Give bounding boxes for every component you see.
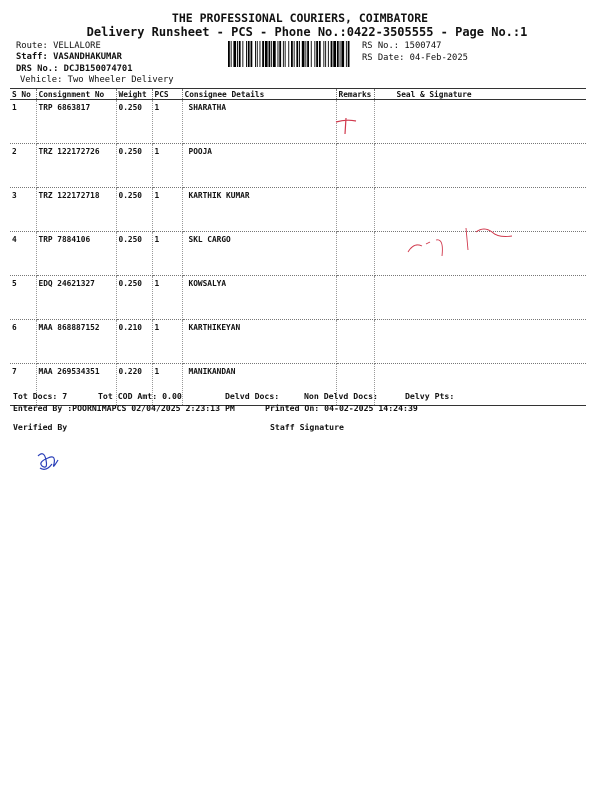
barcode-bar	[233, 41, 236, 67]
barcode-bar	[302, 41, 305, 67]
non-delivered-docs: Non Delvd Docs:	[304, 391, 378, 401]
cell-consignee: KOWSALYA	[182, 276, 336, 320]
cell-seal	[374, 320, 586, 364]
cell-seal	[374, 144, 586, 188]
cell-consignment: TRZ 122172726	[36, 144, 116, 188]
total-docs: Tot Docs: 7	[13, 391, 68, 401]
cell-consignee: SHARATHA	[182, 100, 336, 144]
cell-weight: 0.250	[116, 232, 152, 276]
barcode-bar	[283, 41, 284, 67]
cell-sno: 3	[10, 188, 36, 232]
barcode-bar	[288, 41, 289, 67]
table-row	[10, 100, 586, 144]
barcode-bar	[337, 41, 339, 67]
barcode-bar	[323, 41, 324, 67]
remark-tick-mark	[330, 112, 370, 138]
vehicle-label: Vehicle: Two Wheeler Delivery	[20, 75, 174, 85]
col-header-consignee: Consignee Details	[182, 89, 336, 100]
barcode-bar	[246, 41, 247, 67]
cell-weight: 0.250	[116, 188, 152, 232]
barcode-bar	[341, 41, 344, 67]
barcode-bar	[305, 41, 306, 67]
cell-consignment: TRZ 122172718	[36, 188, 116, 232]
route-label: Route: VELLALORE	[16, 41, 101, 51]
cell-consignee: KARTHIKEYAN	[182, 320, 336, 364]
barcode-bar	[242, 41, 243, 67]
delivery-signature-scribble	[400, 222, 530, 262]
barcode-bar	[239, 41, 241, 67]
barcode-bar	[248, 41, 250, 67]
barcode-bar	[325, 41, 326, 67]
barcode-bar	[228, 41, 230, 67]
cell-remarks	[336, 276, 374, 320]
col-header-remarks: Remarks	[336, 89, 374, 100]
delivery-points: Delvy Pts:	[405, 391, 455, 401]
barcode-bar	[269, 41, 271, 67]
barcode-bar	[299, 41, 300, 67]
barcode-bar	[237, 41, 238, 67]
barcode-bar	[311, 41, 312, 67]
cell-weight: 0.250	[116, 276, 152, 320]
staff-label: Staff: VASANDHAKUMAR	[16, 52, 122, 62]
table-row	[10, 144, 586, 188]
printed-on: Printed On: 04-02-2025 14:24:39	[265, 403, 418, 413]
cell-sno: 4	[10, 232, 36, 276]
cell-weight: 0.220	[116, 364, 152, 406]
col-header-consignment: Consignment No	[36, 89, 116, 100]
barcode-bar	[251, 41, 253, 67]
cell-pcs: 1	[152, 188, 182, 232]
barcode-bar	[340, 41, 341, 67]
barcode-bar	[314, 41, 315, 67]
cell-consignment: MAA 868887152	[36, 320, 116, 364]
cell-pcs: 1	[152, 144, 182, 188]
barcode-bar	[257, 41, 258, 67]
cell-weight: 0.250	[116, 144, 152, 188]
col-header-weight: Weight	[116, 89, 152, 100]
delivered-docs: Delvd Docs:	[225, 391, 280, 401]
entered-by: Entered By :POORNIMAPCS 02/04/2025 2:23:13 PM	[13, 403, 235, 413]
barcode-bar	[285, 41, 286, 67]
rs-number: RS No.: 1500747	[362, 41, 442, 51]
barcode-bar	[291, 41, 293, 67]
cell-sno: 6	[10, 320, 36, 364]
drs-number: DRS No.: DCJB150074701	[16, 64, 133, 74]
barcode-bar	[316, 41, 318, 67]
barcode-bar	[333, 41, 336, 67]
cell-pcs: 1	[152, 276, 182, 320]
cell-pcs: 1	[152, 364, 182, 406]
cell-remarks	[336, 188, 374, 232]
rs-date: RS Date: 04-Feb-2025	[362, 53, 468, 63]
barcode-bar	[328, 41, 329, 67]
cell-sno: 5	[10, 276, 36, 320]
barcode-bar	[296, 41, 298, 67]
barcode-bar	[255, 41, 256, 67]
barcode-bar	[262, 41, 264, 67]
cell-pcs: 1	[152, 320, 182, 364]
cell-remarks	[336, 320, 374, 364]
cell-consignee: POOJA	[182, 144, 336, 188]
runsheet-subtitle: Delivery Runsheet - PCS - Phone No.:0422-3505555 - Page No.:1	[86, 25, 528, 39]
verified-by-label: Verified By	[13, 422, 68, 432]
barcode-bar	[307, 41, 309, 67]
verifier-signature-scribble	[34, 448, 62, 474]
barcode-bar	[319, 41, 321, 67]
company-title: THE PROFESSIONAL COURIERS, COIMBATORE	[171, 11, 429, 25]
cell-consignment: TRP 7884106	[36, 232, 116, 276]
cell-seal	[374, 276, 586, 320]
cell-consignment: EDQ 24621327	[36, 276, 116, 320]
cell-sno: 1	[10, 100, 36, 144]
barcode-bar	[346, 41, 347, 67]
barcode-bar	[265, 41, 268, 67]
cell-sno: 7	[10, 364, 36, 406]
cell-consignment: MAA 269534351	[36, 364, 116, 406]
barcode-bar	[271, 41, 272, 67]
total-cod-amount: Tot COD Amt: 0.00	[98, 391, 182, 401]
cell-consignee: KARTHIK KUMAR	[182, 188, 336, 232]
staff-signature-label: Staff Signature	[270, 422, 344, 432]
barcode-bar	[348, 41, 350, 67]
cell-remarks	[336, 144, 374, 188]
table-header-row	[10, 89, 586, 100]
cell-consignment: TRP 6863817	[36, 100, 116, 144]
cell-weight: 0.210	[116, 320, 152, 364]
cell-pcs: 1	[152, 232, 182, 276]
cell-consignee: MANIKANDAN	[182, 364, 336, 406]
cell-seal	[374, 100, 586, 144]
barcode-bar	[231, 41, 232, 67]
cell-remarks	[336, 232, 374, 276]
barcode-bar	[260, 41, 261, 67]
col-header-pcs: PCS	[152, 89, 182, 100]
barcode-bar	[278, 41, 279, 67]
cell-sno: 2	[10, 144, 36, 188]
barcode-bar	[331, 41, 333, 67]
cell-pcs: 1	[152, 100, 182, 144]
cell-weight: 0.250	[116, 100, 152, 144]
barcode-bar	[273, 41, 276, 67]
col-header-sno: S No	[10, 89, 36, 100]
table-row	[10, 320, 586, 364]
barcode-bar	[279, 41, 281, 67]
table-row	[10, 364, 586, 406]
table-row	[10, 276, 586, 320]
barcode-bar	[294, 41, 295, 67]
col-header-seal: Seal & Signature	[374, 89, 586, 100]
cell-consignee: SKL CARGO	[182, 232, 336, 276]
barcode-image	[228, 41, 350, 67]
